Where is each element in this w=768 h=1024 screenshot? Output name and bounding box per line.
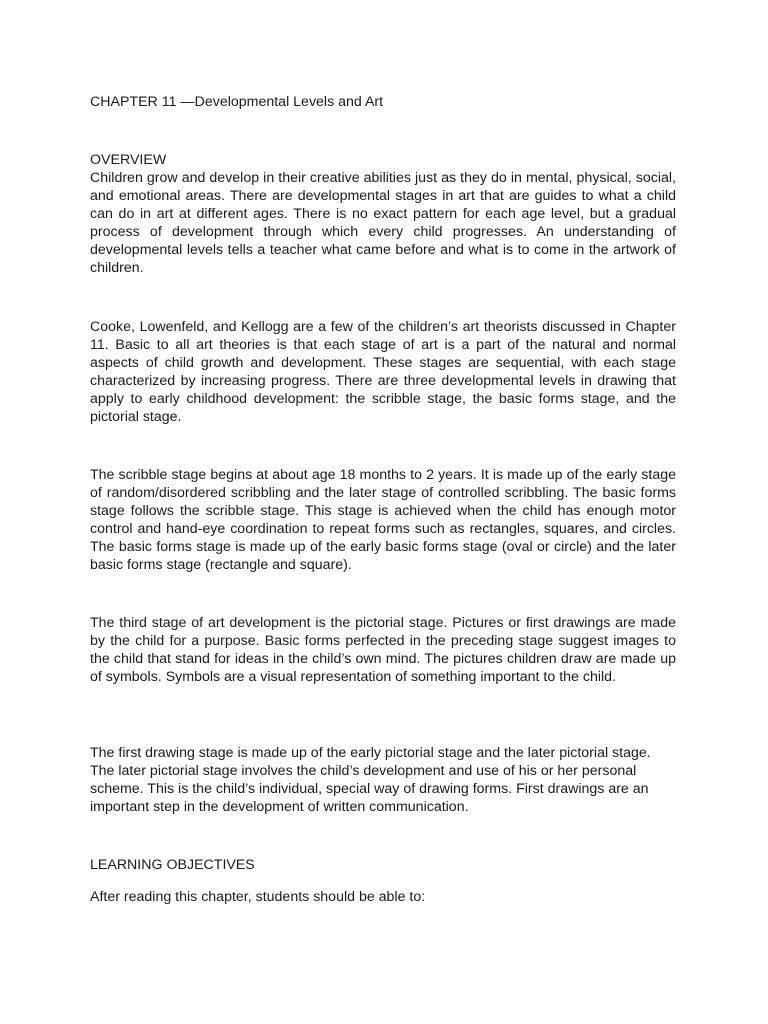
document-page <box>90 0 676 1024</box>
theorists-paragraph: Cooke, Lowenfeld, and Kellogg are a few of the children’s art theorists discussed in Chapter 11. Basic to all art theories is that each stage of art is a part of the natural and normal aspects of child growth and development. These stages are sequential, with each stage characterized by increasing progress. There are three developmental levels in drawing that apply to early childhood development: the scribble stage, the basic forms stage, and the pictorial stage. <box>90 319 676 425</box>
objectives-intro: After reading this chapter, students should be able to: <box>90 889 426 905</box>
scribble-stage-paragraph: The scribble stage begins at about age 18 months to 2 years. It is made up of the early stage of random/disordered scribbling and the later stage of controlled scribbling. The basic forms stage follows the scribble stage. This stage is achieved when the child has enough motor control and hand-eye coordination to repeat forms such as rectangles, squares, and circles. The basic forms stage is made up of the early basic forms stage (oval or circle) and the later basic forms stage (rectangle and square). <box>90 467 676 573</box>
overview-paragraph: Children grow and develop in their creative abilities just as they do in mental, physical, social, and emotional areas. There are developmental stages in art that are guides to what a child can do in art at different ages. There is no exact pattern for each age level, but a gradual process of development through which every child progresses. An understanding of developmental levels tells a teacher what came before and what is to come in the artwork of children. <box>90 170 676 276</box>
overview-heading: OVERVIEW <box>90 152 167 168</box>
learning-objectives-heading: LEARNING OBJECTIVES <box>90 857 255 873</box>
chapter-title: CHAPTER 11 —Developmental Levels and Art <box>90 94 384 110</box>
pictorial-stage-paragraph: The third stage of art development is the pictorial stage. Pictures or first drawings are made by the child for a purpose. Basic forms perfected in the preceding stage suggest images to the child that stand for ideas in the child’s own mind. The pictures children draw are made up of symbols. Symbols are a visual representation of something important to the child. <box>90 615 676 685</box>
first-drawing-paragraph: The first drawing stage is made up of the early pictorial stage and the later pictorial stage. The later pictorial stage involves the child’s development and use of his or her personal scheme. This is the child’s individual, special way of drawing forms. First drawings are an important step in the development of written communication. <box>90 745 651 815</box>
